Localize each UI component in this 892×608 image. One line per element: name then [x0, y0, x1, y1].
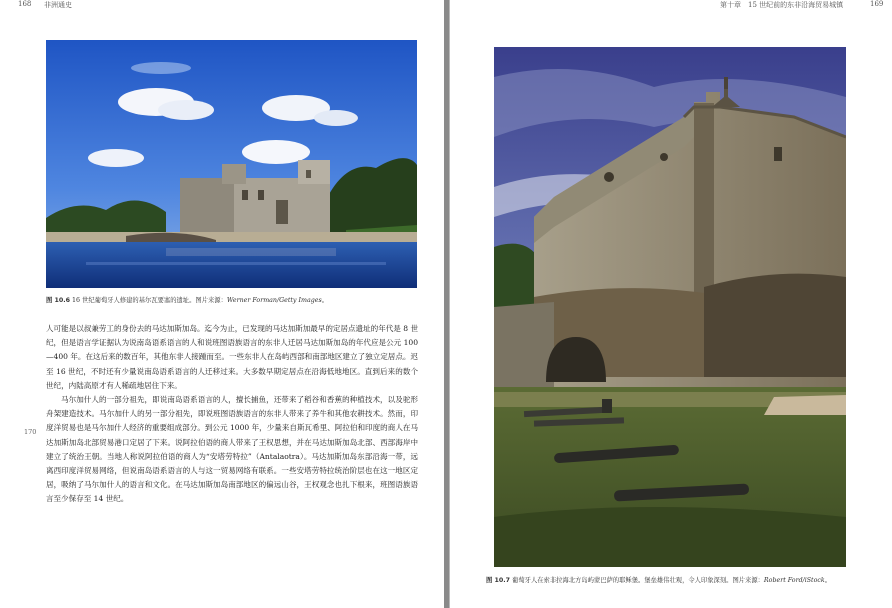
page-number: 169 — [870, 0, 884, 8]
paragraph: 人可能是以叔兼劳工的身份去的马达加斯加岛。迄今为止，已发现的马达加斯加最早的定居点遗址的年代是 8 世纪，但是语言学证据认为说南岛语系语言的人和说班图语族语言的东非人迁居马达加斯加岛的年代应是公元 100—400 年。在这后来的数百年，其他东非人接踵而至。一些东非人在岛屿西部和南部地区建立了独立定居点。迟至 16 世纪，不时还有少量说南岛语系语言的人迁移过来。大多数早期定居点在沿海低地地区。直到后来的数个世纪，内陆高原才有人稀疏地居住下来。 — [46, 324, 418, 390]
caption-text: 16 世纪葡萄牙人修建的基尔瓦要塞的遗址。图片来源： — [72, 297, 227, 304]
right-page — [449, 0, 892, 608]
left-page — [0, 0, 445, 608]
margin-page-number: 170 — [24, 428, 37, 436]
caption-credit: Robert Ford/iStock — [763, 577, 825, 584]
figure-caption: 图 10.6 16 世纪葡萄牙人修建的基尔瓦要塞的遗址。图片来源：Werner Forman/Getty Images。 — [46, 297, 328, 304]
caption-text: 葡萄牙人在索非拉海北方岛屿蒙巴萨的耶稣堡。堡垒雄伟壮观，令人印象深刻。图片来源： — [512, 577, 764, 584]
kilwa-fort-photo — [46, 40, 417, 288]
figure-label: 图 10.6 — [46, 297, 71, 304]
page-number: 168 — [18, 0, 32, 8]
figure-label: 图 10.7 — [486, 577, 511, 584]
caption-credit: Werner Forman/Getty Images — [226, 297, 322, 304]
body-text — [46, 322, 418, 507]
running-title: 非洲通史 — [44, 1, 72, 9]
fort-jesus-photo — [494, 47, 846, 567]
figure-caption: 图 10.7 葡萄牙人在索非拉海北方岛屿蒙巴萨的耶稣堡。堡垒雄伟壮观，令人印象深刻。图片来源：Robert Ford/iStock。 — [486, 577, 832, 584]
paragraph: 马尔加什人的一部分祖先，即说南岛语系语言的人，擅长捕鱼，还带来了稻谷和香蕉的种植技术，以及驼形舟架建造技术。马尔加什人的另一部分祖先，即说班图语族语言的东非人带来了养牛和其他农耕技术。然而，印度洋贸易也是马尔加什人经济的重要组成部分。到公元 1000 年，少量来自斯瓦希里、阿拉伯和印度的商人在马达加斯加岛北部贸易港口定居了下来。说阿拉伯语的商人带来了王权思想，并在马达加斯加岛北部、西部海岸中建立了统治王朝。当地人称说阿拉伯语的商人为“安塔劳特拉”（Antalaotra）。马达加斯加岛东部沿海一带，远离西印度洋贸易网络，但说南岛语系语言的人与这一贸易网络有联系。一些安塔劳特拉统治阶层也在这一地区定居，吸纳了马尔加什人的语言和文化。在马达加斯加岛南部地区的偏远山谷，王权观念也扎下根来，班图语族语言至少保存至 14 世纪。 — [46, 395, 418, 504]
running-title: 第十章 15 世纪前的东非沿海贸易城镇 — [720, 1, 844, 9]
